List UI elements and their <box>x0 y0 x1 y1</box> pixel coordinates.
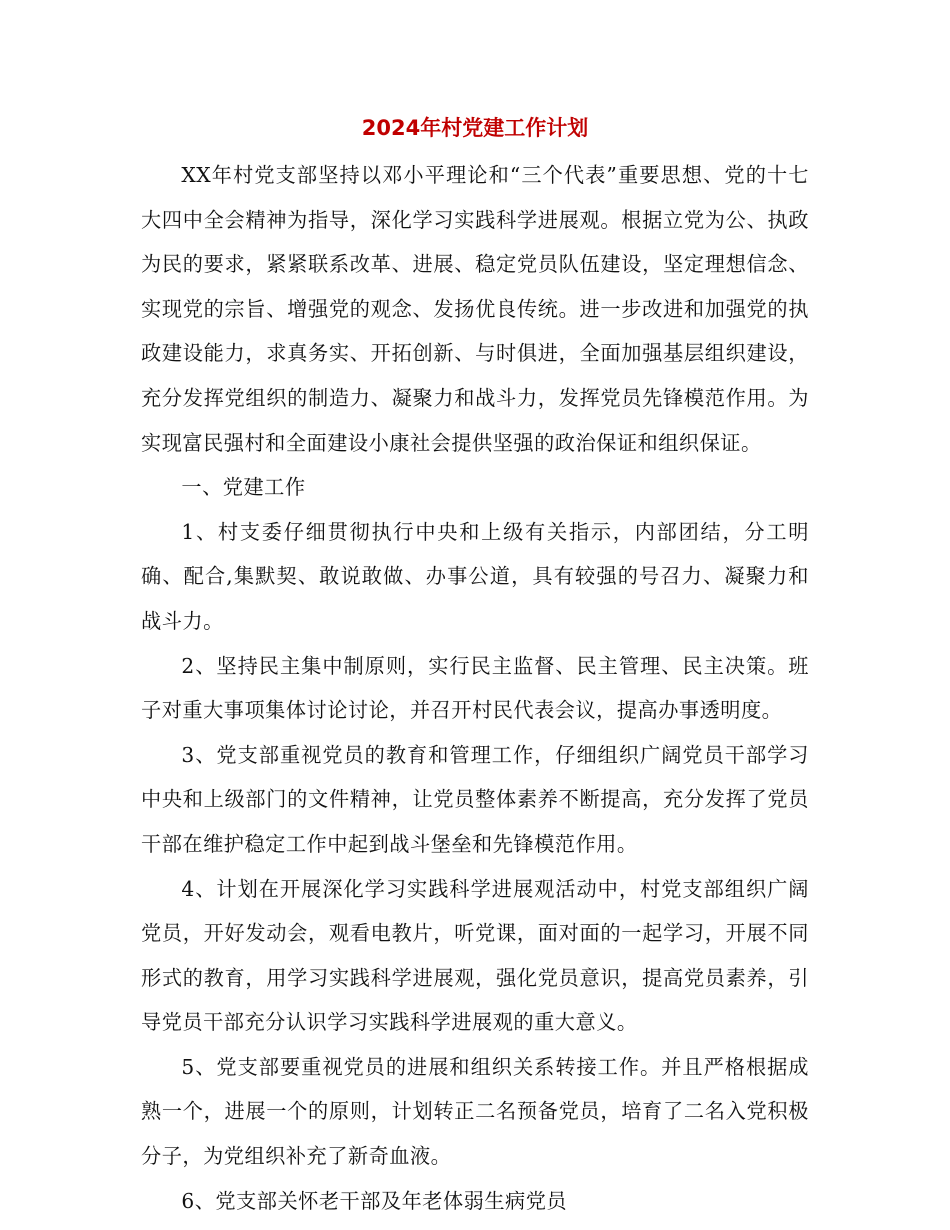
paragraph-item-2: 2、坚持民主集中制原则，实行民主监督、民主管理、民主决策。班子对重大事项集体讨论讨论，并召开村民代表会议，提高办事透明度。 <box>141 653 809 723</box>
document-title: 2024年村党建工作计划 <box>361 116 589 140</box>
document-body <box>141 153 809 1223</box>
paragraph-item-6: 6、党支部关怀老干部及年老体弱生病党员 <box>181 1188 568 1213</box>
paragraph-intro: XX年村党支部坚持以邓小平理论和“三个代表”重要思想、党的十七大四中全会精神为指导，深化学习实践科学进展观。根据立党为公、执政为民的要求，紧紧联系改革、进展、稳定党员队伍建设，坚定理想信念、实现党的宗旨、增强党的观念、发扬优良传统。进一步改进和加强党的执政建设能力，求真务实、开拓创新、与时俱进，全面加强基层组织建设，充分发挥党组织的制造力、凝聚力和战斗力，发挥党员先锋模范作用。为实现富民强村和全面建设小康社会提供坚强的政治保证和组织保证。 <box>141 163 809 455</box>
paragraph-item-5: 5、党支部要重视党员的进展和组织关系转接工作。并且严格根据成熟一个，进展一个的原则，计划转正二名预备党员，培育了二名入党积极分子，为党组织补充了新奇血液。 <box>141 1054 809 1169</box>
paragraph-item-4: 4、计划在开展深化学习实践科学进展观活动中，村党支部组织广阔党员，开好发动会，观看电教片，听党课，面对面的一起学习，开展不同形式的教育，用学习实践科学进展观，强化党员意识，提高党员素养，引导党员干部充分认识学习实践科学进展观的重大意义。 <box>141 876 809 1035</box>
paragraph-item-3: 3、党支部重视党员的教育和管理工作，仔细组织广阔党员干部学习中央和上级部门的文件精神，让党员整体素养不断提高，充分发挥了党员干部在维护稳定工作中起到战斗堡垒和先锋模范作用。 <box>141 742 809 856</box>
paragraph-item-1: 1、村支委仔细贯彻执行中央和上级有关指示，内部团结，分工明确、配合,集默契、敢说敢做、办事公道，具有较强的号召力、凝聚力和战斗力。 <box>141 519 809 633</box>
section-heading-party-building: 一、党建工作 <box>181 475 306 500</box>
